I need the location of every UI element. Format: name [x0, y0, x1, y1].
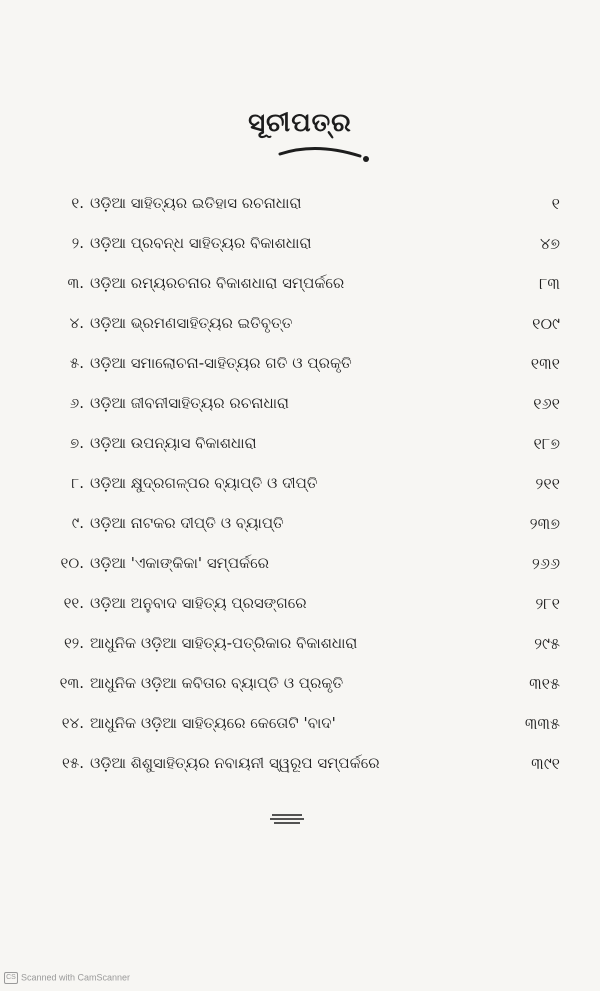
toc-entry	[0, 708, 600, 738]
toc-entry-number: ୭.	[70, 434, 84, 452]
camscanner-logo: CS	[4, 972, 18, 984]
toc-entry-title: ଓଡ଼ିଆ ଜୀବନୀସାହିତ୍ୟର ରଚନାଧାରା	[90, 394, 289, 412]
toc-entry	[0, 468, 600, 498]
toc-entry-title: ଓଡ଼ିଆ ରମ୍ୟରଚନାର ବିକାଶଧାରା ସମ୍ପର୍କରେ	[90, 274, 345, 292]
toc-entry	[0, 668, 600, 698]
toc-entry-number: ୧୫.	[62, 754, 84, 772]
toc-entry-number: ୧.	[71, 194, 84, 212]
toc-entry-page: ୧୦୯	[532, 314, 560, 333]
toc-entry-page: ୨୯୫	[534, 634, 560, 653]
toc-entry-number: ୪.	[69, 314, 84, 332]
toc-entry-page: ୩୩୫	[524, 714, 560, 733]
toc-entry-title: ଓଡ଼ିଆ ସାହିତ୍ୟର ଇତିହାସ ରଚନାଧାରା	[90, 194, 302, 212]
toc-entry-title: ଓଡ଼ିଆ କ୍ଷୁଦ୍ରଗଳ୍ପର ବ୍ୟାପ୍ତି ଓ ଦୀପ୍ତି	[90, 474, 318, 492]
toc-entry-number: ୮.	[71, 474, 84, 492]
toc-entry-page: ୧୬୧	[533, 394, 560, 413]
toc-entry-number: ୩.	[67, 274, 84, 292]
toc-entry	[0, 628, 600, 658]
toc-entry	[0, 308, 600, 338]
toc-entry-number: ୬.	[69, 394, 84, 412]
toc-entry	[0, 508, 600, 538]
toc-entry-title: ଓଡ଼ିଆ 'ଏକାଙ୍କିକା' ସମ୍ପର୍କରେ	[90, 554, 270, 572]
toc-entry-title: ଓଡ଼ିଆ ଅନୁବାଦ ସାହିତ୍ୟ ପ୍ରସଙ୍ଗରେ	[90, 594, 307, 612]
toc-entry	[0, 548, 600, 578]
toc-entry	[0, 348, 600, 378]
toc-entry-number: ୯.	[71, 514, 84, 532]
toc-entry-number: ୧୦.	[60, 554, 84, 572]
toc-entry	[0, 428, 600, 458]
toc-entry-title: ଓଡ଼ିଆ ଶିଶୁସାହିତ୍ୟର ନବାୟନୀ ସ୍ୱରୂପ ସମ୍ପର୍କରେ	[90, 754, 380, 772]
toc-entry-page: ୩୧୫	[529, 674, 560, 693]
toc-entry-number: ୫.	[69, 354, 84, 372]
toc-entry-title: ଓଡ଼ିଆ ଉପନ୍ୟାସ ବିକାଶଧାରା	[90, 434, 257, 452]
toc-entry-title: ଓଡ଼ିଆ ନାଟକର ଦୀପ୍ତି ଓ ବ୍ୟାପ୍ତି	[90, 514, 284, 532]
toc-entry-number: ୧୩.	[59, 674, 84, 692]
end-ornament	[270, 810, 304, 826]
toc-entry-number: ୨.	[71, 234, 84, 252]
toc-entry-title: ଓଡ଼ିଆ ସମାଲୋଚନା-ସାହିତ୍ୟର ଗତି ଓ ପ୍ରକୃତି	[90, 354, 352, 372]
toc-entry	[0, 228, 600, 258]
toc-entry-number: ୧୨.	[63, 634, 84, 652]
toc-entry-page: ୩୯୧	[531, 754, 560, 773]
toc-entry-page: ୮୩	[539, 274, 560, 293]
toc-entry-number: ୧୧.	[63, 594, 84, 612]
toc-entry	[0, 268, 600, 298]
scanner-text: Scanned with CamScanner	[21, 972, 131, 983]
title-flourish-decoration	[276, 138, 376, 168]
toc-entry-page: ୨୧୧	[535, 474, 560, 493]
toc-entry-page: ୧୮୭	[533, 434, 560, 453]
scanner-watermark	[4, 972, 130, 984]
toc-entry-page: ୨୬୬	[531, 554, 560, 573]
toc-entry-page: ୨୮୧	[535, 594, 560, 613]
toc-entry-page: ୨୩୭	[529, 514, 560, 533]
toc-entry-page: ୧	[551, 194, 560, 213]
toc-entry-title: ଓଡ଼ିଆ ଭ୍ରମଣସାହିତ୍ୟର ଇତିବୃତ୍ତ	[90, 314, 293, 332]
toc-entry-page: ୧୩୧	[530, 354, 560, 373]
toc-entry	[0, 588, 600, 618]
toc-entry-title: ଆଧୁନିକ ଓଡ଼ିଆ ସାହିତ୍ୟ-ପତ୍ରିକାର ବିକାଶଧାରା	[90, 634, 358, 652]
toc-entry-title: ଆଧୁନିକ ଓଡ଼ିଆ କବିତାର ବ୍ୟାପ୍ତି ଓ ପ୍ରକୃତି	[90, 674, 344, 692]
toc-entry-page: ୪୭	[539, 234, 560, 253]
toc-entry	[0, 388, 600, 418]
toc-entry-title: ଆଧୁନିକ ଓଡ଼ିଆ ସାହିତ୍ୟରେ କେତୋଟି 'ବାଦ'	[90, 714, 336, 732]
toc-entry-title: ଓଡ଼ିଆ ପ୍ରବନ୍ଧ ସାହିତ୍ୟର ବିକାଶଧାରା	[90, 234, 312, 252]
page-title: ସୂଚୀପତ୍ର	[248, 108, 352, 138]
toc-entry-number: ୧୪.	[61, 714, 84, 732]
toc-entry	[0, 188, 600, 218]
toc-entry	[0, 748, 600, 778]
